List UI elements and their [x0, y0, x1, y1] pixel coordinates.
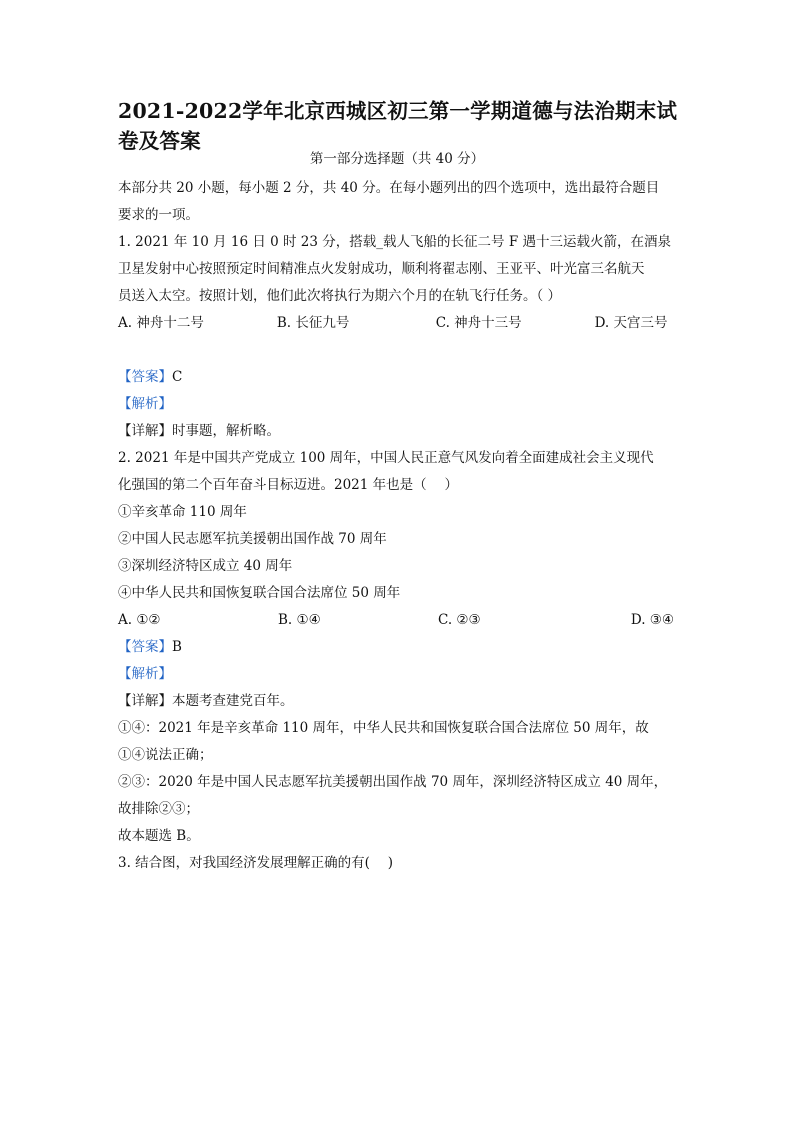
q1-answer-value: C	[172, 369, 183, 385]
q2-option-d: D. ③④	[630, 612, 674, 628]
q2-detail-text: 本题考查建党百年。	[172, 693, 294, 709]
q2-item-1: ①辛亥革命 110 周年	[118, 504, 247, 520]
q2-explain-line-1: ①④：2021 年是辛亥革命 110 周年，中华人民共和国恢复联合国合法席位 50 周年，故	[118, 720, 649, 736]
q2-stem-line-1: 2. 2021 年是中国共产党成立 100 周年，中国人民正意气风发向着全面建成社会主义现代	[118, 450, 654, 466]
q2-detail-label: 【详解】	[118, 693, 172, 709]
q2-answer	[118, 634, 674, 661]
q2-analysis-label: 【解析】	[118, 666, 172, 682]
q1-analysis-label: 【解析】	[118, 396, 172, 412]
q1-answer-label: 【答案】	[118, 369, 172, 385]
document-body	[118, 175, 674, 877]
q1-option-c: C. 神舟十三号	[435, 315, 522, 331]
q2-explain-line-5: 故本题选 B。	[118, 828, 200, 844]
q2-answer-label: 【答案】	[118, 639, 172, 655]
q2-detail	[118, 688, 674, 715]
q1-detail-label: 【详解】	[118, 423, 172, 439]
q2-option-c: C. ②③	[438, 612, 481, 628]
q1-stem-line-2: 卫星发射中心按照预定时间精准点火发射成功，顺利将翟志刚、王亚平、叶光富三名航天	[118, 261, 645, 277]
q3-stem: 3. 结合图，对我国经济发展理解正确的有( )	[118, 855, 393, 871]
q1-options	[118, 310, 674, 364]
q1-detail	[118, 418, 674, 445]
section-title: 第一部分选择题（共 40 分）	[309, 151, 485, 167]
instructions-line-2: 要求的一项。	[118, 207, 199, 223]
q1-option-d: D. 天宫三号	[594, 315, 668, 331]
q1-option-a: A. 神舟十二号	[118, 315, 204, 331]
q1-detail-text: 时事题，解析略。	[172, 423, 280, 439]
q2-answer-value: B	[172, 639, 182, 655]
q2-explain-line-4: 故排除②③；	[118, 801, 199, 817]
instructions-line-1: 本部分共 20 小题，每小题 2 分，共 40 分。在每小题列出的四个选项中，选出最符合题目	[118, 180, 660, 196]
q1-answer	[118, 364, 674, 391]
q2-item-3: ③深圳经济特区成立 40 周年	[118, 558, 293, 574]
q2-option-b: B. ①④	[278, 612, 321, 628]
q2-stem-line-2: 化强国的第二个百年奋斗目标迈进。2021 年也是（ ）	[118, 477, 458, 493]
q2-options	[118, 607, 674, 634]
q1-stem-line-3: 员送入太空。按照计划，他们此次将执行为期六个月的在轨飞行任务。（ ）	[118, 288, 562, 304]
q2-item-4: ④中华人民共和国恢复联合国合法席位 50 周年	[118, 585, 401, 601]
q2-explain-line-3: ②③：2020 年是中国人民志愿军抗美援朝出国作战 70 周年，深圳经济特区成立 40 周年，	[118, 774, 668, 790]
q1-stem-line-1: 1. 2021 年 10 月 16 日 0 时 23 分，搭载_载人飞船的长征二号 F 遇十三运载火箭，在酒泉	[118, 234, 671, 250]
q2-item-2: ②中国人民志愿军抗美援朝出国作战 70 周年	[118, 531, 387, 547]
q2-explain-line-2: ①④说法正确；	[118, 747, 213, 763]
q2-option-a: A. ①②	[118, 612, 161, 628]
document-title: 2021-2022学年北京西城区初三第一学期道德与法治期末试卷及答案	[118, 99, 678, 153]
q1-option-b: B. 长征九号	[276, 315, 350, 331]
